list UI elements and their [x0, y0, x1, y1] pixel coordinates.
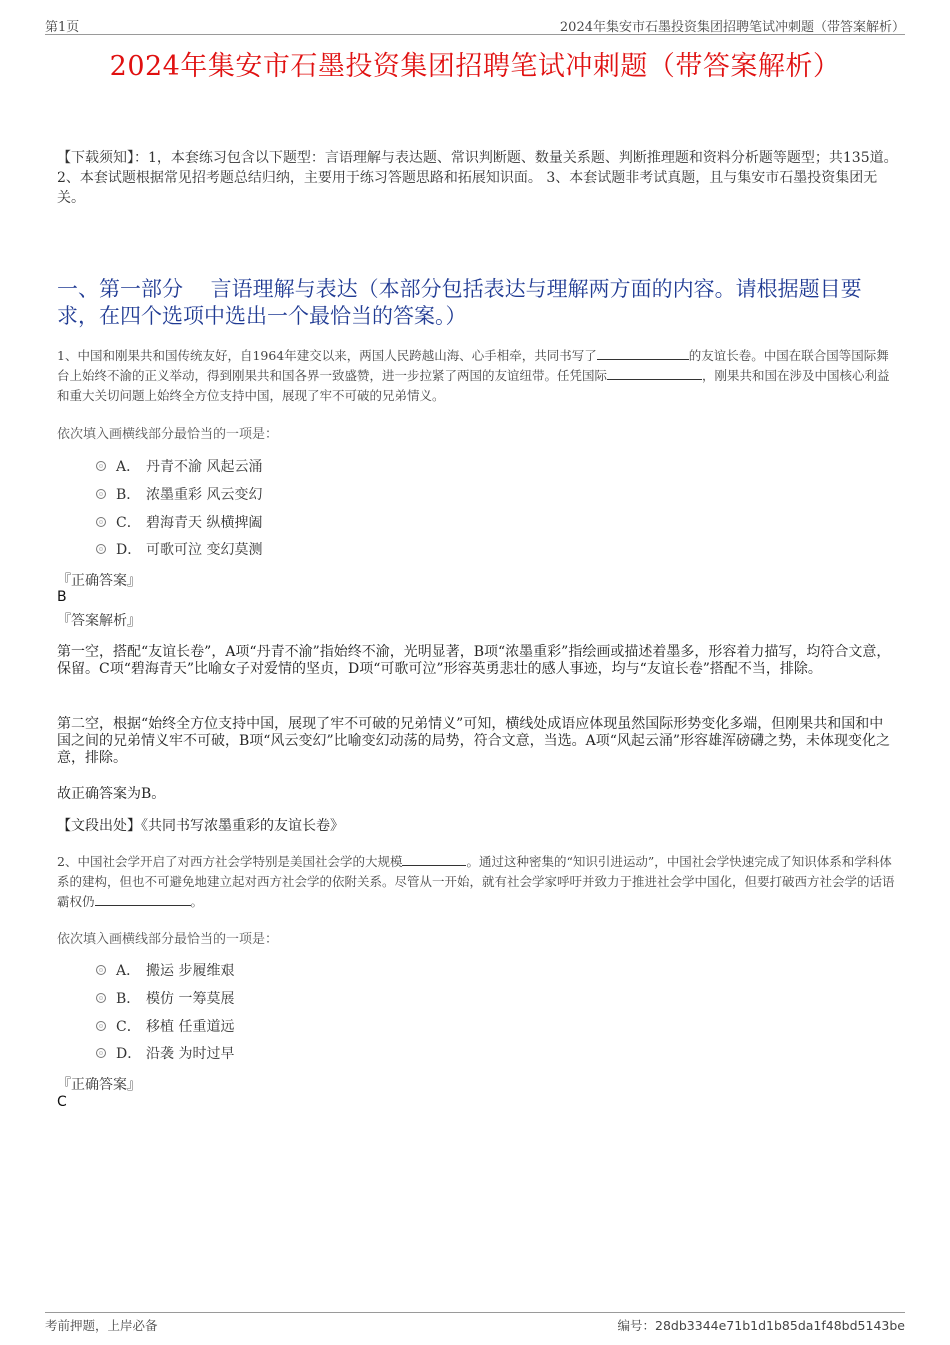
answer-label: 『正确答案』: [57, 1077, 141, 1093]
footer-slogan: 考前押题，上岸必备: [45, 1318, 158, 1333]
question-2-option-d[interactable]: D． 沿袭 为时过早: [96, 1043, 234, 1063]
document-code: 编号：28db3344e71b1d1b85da1f48bd5143be: [617, 1318, 905, 1333]
correct-answer: B: [57, 589, 67, 605]
question-1-option-a[interactable]: A． 丹青不渝 风起云涌: [96, 456, 262, 476]
fill-blank: [607, 366, 702, 380]
question-1-option-d[interactable]: D． 可歌可泣 变幻莫测: [96, 539, 262, 559]
source-citation: 【文段出处】《共同书写浓墨重彩的友谊长卷》: [57, 818, 344, 834]
page-header: [45, 14, 905, 35]
radio-icon[interactable]: [96, 461, 106, 471]
question-2-text: 2、中国社会学开启了对西方社会学特别是美国社会学的大规模 。通过这种密集的“知识引进运动”，中国社会学快速完成了知识体系和学科体系的建构，但也不可避免地建立起对西方社会学的依附关系。尽管从一开始，就有社会学家呼吁并致力于推进社会学中国化，但要打破西方社会学的话语霸权仍 。: [57, 854, 895, 909]
question-2-option-b[interactable]: B． 模仿 一筹莫展: [96, 988, 234, 1008]
radio-icon[interactable]: [96, 489, 106, 499]
radio-icon[interactable]: [96, 1021, 106, 1031]
question-1-prompt: 依次填入画横线部分最恰当的一项是：: [57, 427, 279, 442]
answer-label: 『正确答案』: [57, 573, 141, 589]
analysis-conclusion: 故正确答案为B。: [57, 786, 166, 802]
radio-icon[interactable]: [96, 993, 106, 1003]
fill-blank: [95, 892, 191, 906]
analysis-label: 『答案解析』: [57, 613, 141, 629]
question-1-text: 1、中国和刚果共和国传统友好，自1964年建交以来，两国人民跨越山海、心手相牵，共同书写了 的友谊长卷。中国在联合国等国际舞台上始终不渝的正义举动，得到刚果共和国各界一致盛赞，进一步拉紧了两国的友谊纽带。任凭国际 ，刚果共和国在涉及中国核心利益和重大关切问题上始终全方位支持中国，展现了牢不可破的兄弟情义。: [57, 348, 890, 403]
document-title: 2024年集安市石墨投资集团招聘笔试冲刺题（带答案解析）: [109, 51, 841, 82]
radio-icon[interactable]: [96, 1048, 106, 1058]
fill-blank: [597, 346, 689, 360]
correct-answer: C: [57, 1094, 67, 1110]
question-2-prompt: 依次填入画横线部分最恰当的一项是：: [57, 932, 279, 947]
section-heading: 一、第一部分 言语理解与表达（本部分包括表达与理解两方面的内容。请根据题目要求，在四个选项中选出一个最恰当的答案。）: [57, 277, 862, 328]
analysis-paragraph-1: 第一空，搭配“友谊长卷”，A项“丹青不渝”指始终不渝，光明显著，B项“浓墨重彩”指绘画或描述着墨多，形容着力描写，均符合文意，保留。C项“碧海青天”比喻女子对爱情的坚贞，D项“可歌可泣”形容英勇悲壮的感人事迹，均与“友谊长卷”搭配不当，排除。: [57, 644, 891, 677]
question-2-option-a[interactable]: A． 搬运 步履维艰: [96, 960, 234, 980]
analysis-paragraph-2: 第二空，根据“始终全方位支持中国，展现了牢不可破的兄弟情义”可知，横线处成语应体现虽然国际形势变化多端，但刚果共和国和中国之间的兄弟情义牢不可破，B项“风云变幻”比喻变幻动荡的局势，符合文意，当选。A项“风起云涌”形容雄浑磅礴之势，未体现变化之意，排除。: [57, 716, 891, 766]
header-doc-title: 2024年集安市石墨投资集团招聘笔试冲刺题（带答案解析）: [559, 20, 905, 35]
radio-icon[interactable]: [96, 965, 106, 975]
page-footer: [45, 1312, 905, 1333]
download-notice: 【下载须知】：1，本套练习包含以下题型：言语理解与表达题、常识判断题、数量关系题、判断推理题和资料分析题等题型；共135道。 2、本套试题根据常见招考题总结归纳，主要用于练习答题思路和拓展知识面。 3、本套试题非考试真题，且与集安市石墨投资集团无关。: [57, 150, 898, 206]
page-number: 第1页: [45, 20, 80, 35]
radio-icon[interactable]: [96, 517, 106, 527]
radio-icon[interactable]: [96, 544, 106, 554]
fill-blank: [402, 852, 466, 866]
question-2-option-c[interactable]: C． 移植 任重道远: [96, 1016, 234, 1036]
question-1-option-b[interactable]: B． 浓墨重彩 风云变幻: [96, 484, 262, 504]
question-1-option-c[interactable]: C． 碧海青天 纵横捭阖: [96, 512, 262, 532]
